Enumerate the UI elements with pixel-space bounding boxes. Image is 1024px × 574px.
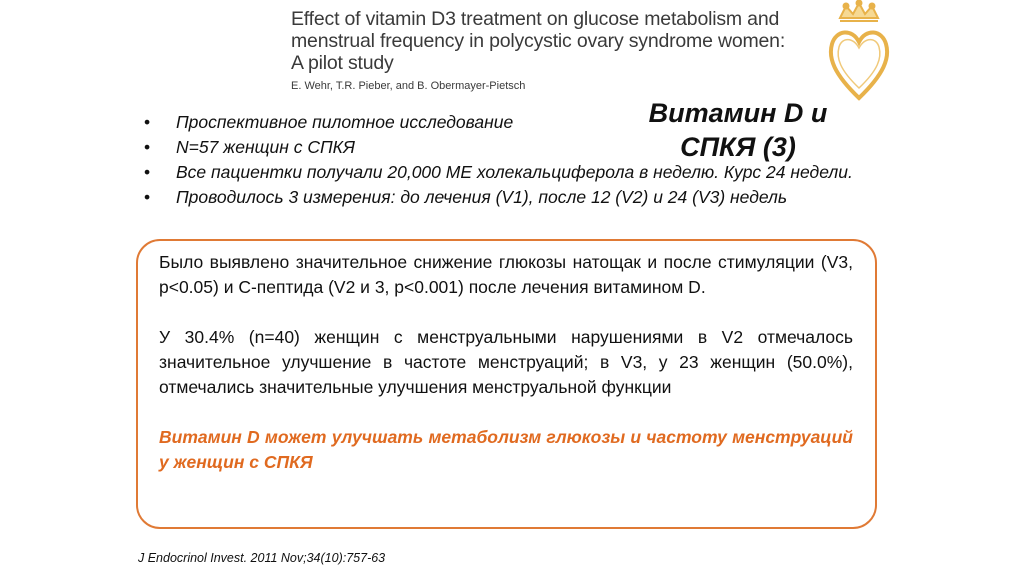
paper-title-line: menstrual frequency in polycystic ovary syndrome women: <box>291 30 786 52</box>
paper-title-line: A pilot study <box>291 52 394 74</box>
paper-authors: E. Wehr, T.R. Pieber, and B. Obermayer-Pietsch <box>291 80 526 92</box>
bullet-dot: • <box>144 137 151 157</box>
bullet-dot: • <box>144 162 151 182</box>
conclusion-text: Витамин D может улучшать метаболизм глюкозы и частоту менструаций у женщин с СПКЯ <box>159 427 853 472</box>
bullet-text: Проводилось 3 измерения: до лечения (V1), после 12 (V2) и 24 (V3) недель <box>176 187 788 207</box>
heart-crown-emblem-icon <box>826 0 892 104</box>
paper-title <box>291 8 791 74</box>
bullet-text: N=57 женщин с СПКЯ <box>176 137 355 157</box>
slide-title-line: Витамин D и <box>648 98 828 128</box>
paragraph-spacer <box>159 400 853 425</box>
bullet-item <box>140 162 895 183</box>
paper-title-line: Effect of vitamin D3 treatment on glucose metabolism and <box>291 8 780 30</box>
bullet-dot: • <box>144 187 151 207</box>
findings-text <box>159 250 853 475</box>
bullet-text: Проспективное пилотное исследование <box>176 112 514 132</box>
paragraph-spacer <box>159 300 853 325</box>
bullet-dot: • <box>144 112 151 132</box>
bullet-item <box>140 112 895 133</box>
bullet-list <box>140 112 895 212</box>
findings-paragraph-glucose: Было выявлено значительное снижение глюкозы натощак и после стимуляции (V3, p<0.05) и С-пептида (V2 и 3, p<0.001) после лечения витамином D. <box>159 252 853 297</box>
slide-title-line: СПКЯ (3) <box>680 132 796 162</box>
bullet-item <box>140 137 895 158</box>
bullet-item <box>140 187 895 208</box>
findings-paragraph-menstrual: У 30.4% (n=40) женщин с менструальными нарушениями в V2 отмечалось значительное улучшение в частоте менструаций; в V3, у 23 женщин (50.0%), отмечались значительные улучшения менструальной функции <box>159 327 853 397</box>
bullet-text: Все пациентки получали 20,000 МЕ холекальциферола в неделю. Курс 24 недели. <box>176 162 853 182</box>
citation: J Endocrinol Invest. 2011 Nov;34(10):757-63 <box>138 551 386 565</box>
